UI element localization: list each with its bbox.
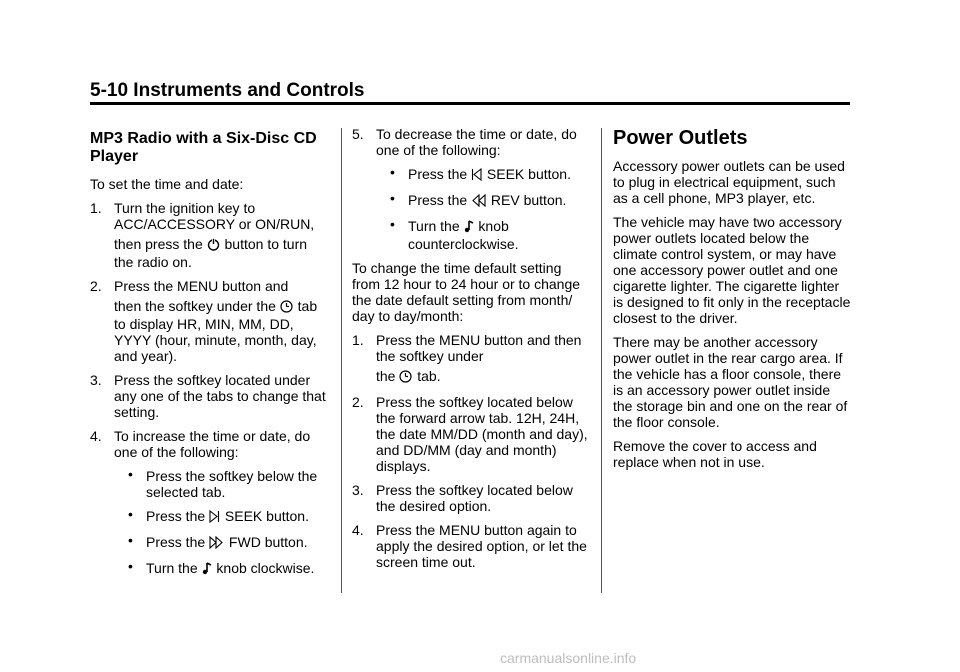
bullet-item xyxy=(114,560,330,578)
column-1 xyxy=(90,126,330,586)
column-3 xyxy=(613,126,853,478)
step-text-post: tab to display HR, MIN, MM, DD, YYYY (hour, minute, month, day, and year). xyxy=(114,298,318,364)
bullet-icon: • xyxy=(128,558,133,574)
tune-knob-icon xyxy=(202,562,212,578)
bullet-text-pre: Turn the xyxy=(146,560,198,576)
paragraph: Remove the cover to access and replace when not in use. xyxy=(613,438,817,470)
bullet-text-post: SEEK button. xyxy=(224,508,309,524)
bullet-icon: • xyxy=(390,164,395,180)
bullet-text-pre: Press the xyxy=(146,534,206,550)
step-number: 5. xyxy=(352,126,364,142)
list-item xyxy=(90,428,330,578)
list-item xyxy=(90,278,330,364)
clock-icon xyxy=(280,300,293,316)
step-number: 2. xyxy=(352,394,364,410)
bullet-item xyxy=(114,534,330,552)
bullet-item xyxy=(114,468,330,500)
step-text: To decrease the time or date, do one of the following: xyxy=(376,126,577,158)
step-text: To increase the time or date, do one of the following: xyxy=(114,428,311,460)
step-text: Press the MENU button and then the softkey under xyxy=(376,332,582,364)
step-text: Press the softkey located below the desired option. xyxy=(376,482,573,514)
bullet-item xyxy=(376,192,592,210)
step-text: Turn the ignition key to ACC/ACCESSORY or ON/RUN, xyxy=(114,200,315,232)
bullet-text: Press the softkey below the selected tab. xyxy=(146,468,318,500)
section-title-power-outlets: Power Outlets xyxy=(613,127,748,149)
list-item xyxy=(352,332,592,386)
column-2 xyxy=(352,126,592,578)
bullet-icon: • xyxy=(128,466,133,482)
step-text-pre: then the softkey under the xyxy=(114,298,276,314)
bullet-text-pre: Press the xyxy=(408,166,468,182)
column-divider xyxy=(601,128,602,593)
step-text: Press the MENU button again to apply the desired option, or let the screen time out. xyxy=(376,522,587,570)
section-title-mp3-radio: MP3 Radio with a Six-Disc CD Player xyxy=(90,130,317,165)
step-number: 3. xyxy=(352,482,364,498)
step-text-cont xyxy=(114,298,330,364)
paragraph: There may be another accessory power outlet in the rear cargo area. If the vehicle has a floor console, there is an accessory power outlet inside the storage bin and one on the rear of the floor console. xyxy=(613,334,848,430)
header-rule xyxy=(90,102,850,105)
watermark: carmanualsonline.info xyxy=(500,650,637,666)
bullet-text-post: REV button. xyxy=(490,192,567,208)
bullet-icon: • xyxy=(128,506,133,522)
paragraph: Accessory power outlets can be used to plug in electrical equipment, such as a cell phone, MP3 player, etc. xyxy=(613,158,845,206)
bullet-icon: • xyxy=(390,190,395,206)
list-item xyxy=(90,372,330,420)
list-item xyxy=(352,522,592,570)
step-text-pre: then press the xyxy=(114,236,203,252)
clock-icon xyxy=(399,370,412,386)
step-number: 3. xyxy=(90,372,102,388)
intro-text: To set the time and date: xyxy=(90,176,244,192)
bullet-text-pre: Turn the xyxy=(408,218,460,234)
power-icon xyxy=(207,238,220,254)
tune-knob-icon xyxy=(464,220,474,236)
bullet-text-pre: Press the xyxy=(408,192,468,208)
bullet-text-post: FWD button. xyxy=(228,534,308,550)
bullet-icon: • xyxy=(128,532,133,548)
rewind-icon xyxy=(471,194,486,210)
list-item xyxy=(352,394,592,474)
list-item xyxy=(90,200,330,270)
bullet-text-post: knob clockwise. xyxy=(216,560,315,576)
bullet-text-post: SEEK button. xyxy=(486,166,571,182)
seek-up-icon xyxy=(209,510,220,526)
step-text: Press the softkey located under any one of the tabs to change that setting. xyxy=(114,372,326,420)
step-number: 4. xyxy=(90,428,102,444)
steps-list xyxy=(90,200,330,578)
page-title: 5-10 Instruments and Controls xyxy=(90,80,365,101)
bullet-item xyxy=(376,218,592,252)
step-text-pre: the xyxy=(376,368,396,384)
step-number: 1. xyxy=(90,200,102,216)
bullet-text-pre: Press the xyxy=(146,508,206,524)
step-text-cont xyxy=(376,368,592,386)
bullet-item xyxy=(114,508,330,526)
step-text-post: tab. xyxy=(417,368,441,384)
bullet-text-post: knob counterclockwise. xyxy=(408,218,519,252)
bullet-icon: • xyxy=(390,216,395,232)
step-number: 1. xyxy=(352,332,364,348)
list-item xyxy=(352,126,592,252)
paragraph: The vehicle may have two accessory power outlets located below the climate control system, or may have one accessory power outlet and one cigarette lighter. The cigarette lighter is designed to fit only in the receptacle closest to the driver. xyxy=(613,214,851,326)
step-text-post: button to turn the radio on. xyxy=(114,236,308,270)
list-item xyxy=(352,482,592,514)
step-number: 2. xyxy=(90,278,102,294)
paragraph: To change the time default setting from 12 hour to 24 hour or to change the date default setting from month/ day to day/month: xyxy=(352,260,581,324)
column-divider xyxy=(341,128,342,593)
step-text: Press the MENU button and xyxy=(114,278,289,294)
step-text-cont xyxy=(114,236,330,270)
bullet-item xyxy=(376,166,592,184)
seek-down-icon xyxy=(471,168,482,184)
step-text: Press the softkey located below the forward arrow tab. 12H, 24H, the date MM/DD (month and day), and DD/MM (day and month) displays. xyxy=(376,394,588,474)
step-number: 4. xyxy=(352,522,364,538)
fast-forward-icon xyxy=(209,536,224,552)
